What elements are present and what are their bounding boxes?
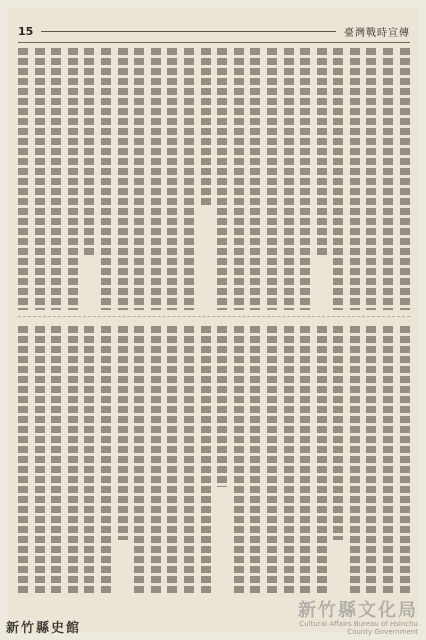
text-block-upper [18,48,410,310]
watermark-sub-line: Cultural Affairs Bureau of Hsinchu [299,620,418,628]
text-column [101,48,111,310]
text-column [151,48,161,310]
text-column [333,326,343,540]
text-column [101,326,111,594]
text-column [167,48,177,310]
text-column [35,48,45,310]
text-column [217,326,227,487]
header-divider [18,42,410,43]
text-block-lower [18,326,410,594]
text-column [118,48,128,310]
watermark-sub-line: County Government [347,628,418,636]
text-column [84,48,94,258]
header-rule [41,31,336,32]
text-column [234,48,244,310]
text-column [151,326,161,594]
text-column [18,48,28,310]
watermark-title: 新竹縣文化局 [298,600,418,621]
archive-label: 新竹縣史館 [6,621,82,636]
text-column [300,48,310,310]
text-column [201,326,211,594]
text-column [350,48,360,310]
text-column [51,326,61,594]
text-column [366,48,376,310]
text-column [217,48,227,310]
text-column [184,48,194,310]
text-column [383,48,393,310]
page-title: 臺灣戰時宣傳 [344,27,410,39]
text-column [350,326,360,594]
text-column [284,326,294,594]
page-header [18,22,410,40]
text-column [201,48,211,205]
text-column [51,48,61,310]
text-column [18,326,28,594]
text-column [267,326,277,594]
text-column [35,326,45,594]
text-column [317,48,327,258]
text-column [250,326,260,594]
text-column [366,326,376,594]
text-column [84,326,94,594]
text-column [267,48,277,310]
text-column [300,326,310,594]
text-column [333,48,343,310]
text-column [400,326,410,594]
text-column [234,326,244,594]
text-column [317,326,327,594]
page-number: 15 [18,24,34,38]
watermark-subtitle [299,620,418,636]
text-column [383,326,393,594]
text-column [167,326,177,594]
text-column [134,326,144,594]
text-column [134,48,144,310]
text-column [250,48,260,310]
text-column [68,326,78,594]
text-column [184,326,194,594]
text-column [284,48,294,310]
document-page [8,8,418,632]
text-column [68,48,78,310]
section-divider [18,316,410,317]
text-column [400,48,410,310]
text-column [118,326,128,540]
